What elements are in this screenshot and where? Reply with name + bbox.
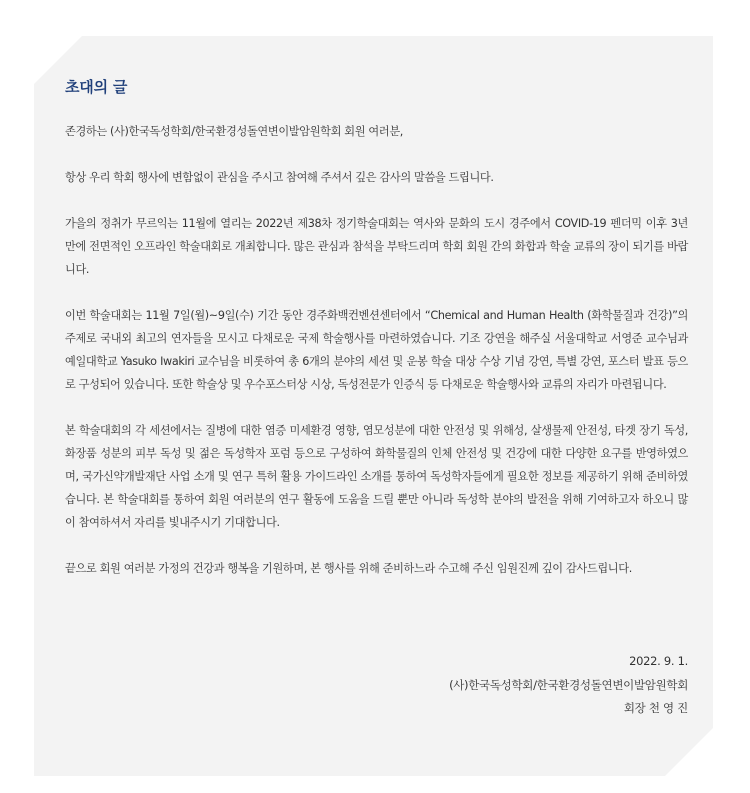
thanks-paragraph: 항상 우리 학회 행사에 변함없이 관심을 주시고 참여해 주셔서 깊은 감사의 말씀을 드립니다. [65, 171, 494, 184]
signature-president: 회장 천 영 진 [623, 701, 688, 715]
signature-block [449, 650, 688, 721]
closing-paragraph: 끝으로 회원 여러분 가정의 건강과 행복을 기원하며, 본 행사를 위해 준비하느라 수고해 주신 임원진께 깊이 감사드립니다. [65, 562, 632, 575]
page-title: 초대의 글 [65, 78, 128, 96]
card-corner-fold-bottom-right [665, 728, 713, 776]
sessions-paragraph: 본 학술대회의 각 세션에서는 질병에 대한 염증 미세환경 영향, 염모성분에 대한 안전성 및 위해성, 살생물제 안전성, 타겟 장기 독성, 화장품 성분의 피부 독성 및 젊은 독성학자 포럼 등으로 구성하여 화학물질의 인체 안전성 및 건강에 대한 다양한 요구를 반영하였으며, 국가신약개발재단 사업 소개 및 연구 특허 활용 가이드라인 소개를 통하여 독성학자들에게 필요한 정보를 제공하기 위해 준비하였습니다. 본 학술대회를 통하여 회원 여러분의 연구 활동에 도움을 드릴 뿐만 아니라 독성학 분야의 발전을 위해 기여하고자 하오니 많이 참여하셔서 자리를 빛내주시기 기대합니다. [65, 424, 688, 529]
letter-body [65, 120, 688, 603]
program-paragraph: 이번 학술대회는 11월 7일(월)~9일(수) 기간 동안 경주화백컨벤션센터에서 “Chemical and Human Health (화학물질과 건강)”의 주제로 국내외 최고의 연자들을 모시고 다채로운 국제 학술행사를 마련하였습니다. 기조 강연을 해주실 서울대학교 서영준 교수님과 예일대학교 Yasuko Iwakiri 교수님을 비롯하여 총 6개의 분야의 세션 및 운봉 학술 대상 수상 기념 강연, 특별 강연, 포스터 발표 등으로 구성되어 있습니다. 또한 학술상 및 우수포스터상 시상, 독성전문가 인증식 등 다채로운 학술행사와 교류의 자리가 마련됩니다. [65, 309, 688, 391]
greeting-paragraph: 존경하는 (사)한국독성학회/한국환경성돌연변이발암원학회 회원 여러분, [65, 125, 403, 138]
signature-date: 2022. 9. 1. [629, 654, 688, 668]
intro-paragraph: 가을의 정취가 무르익는 11월에 열리는 2022년 제38차 정기학술대회는 역사와 문화의 도시 경주에서 COVID-19 펜더믹 이후 3년 만에 전면적인 오프라인 학술대회로 개최합니다. 많은 관심과 참석을 부탁드리며 학회 회원 간의 화합과 학술 교류의 장이 되기를 바랍니다. [65, 217, 688, 276]
signature-organization: (사)한국독성학회/한국환경성돌연변이발암원학회 [449, 677, 688, 692]
